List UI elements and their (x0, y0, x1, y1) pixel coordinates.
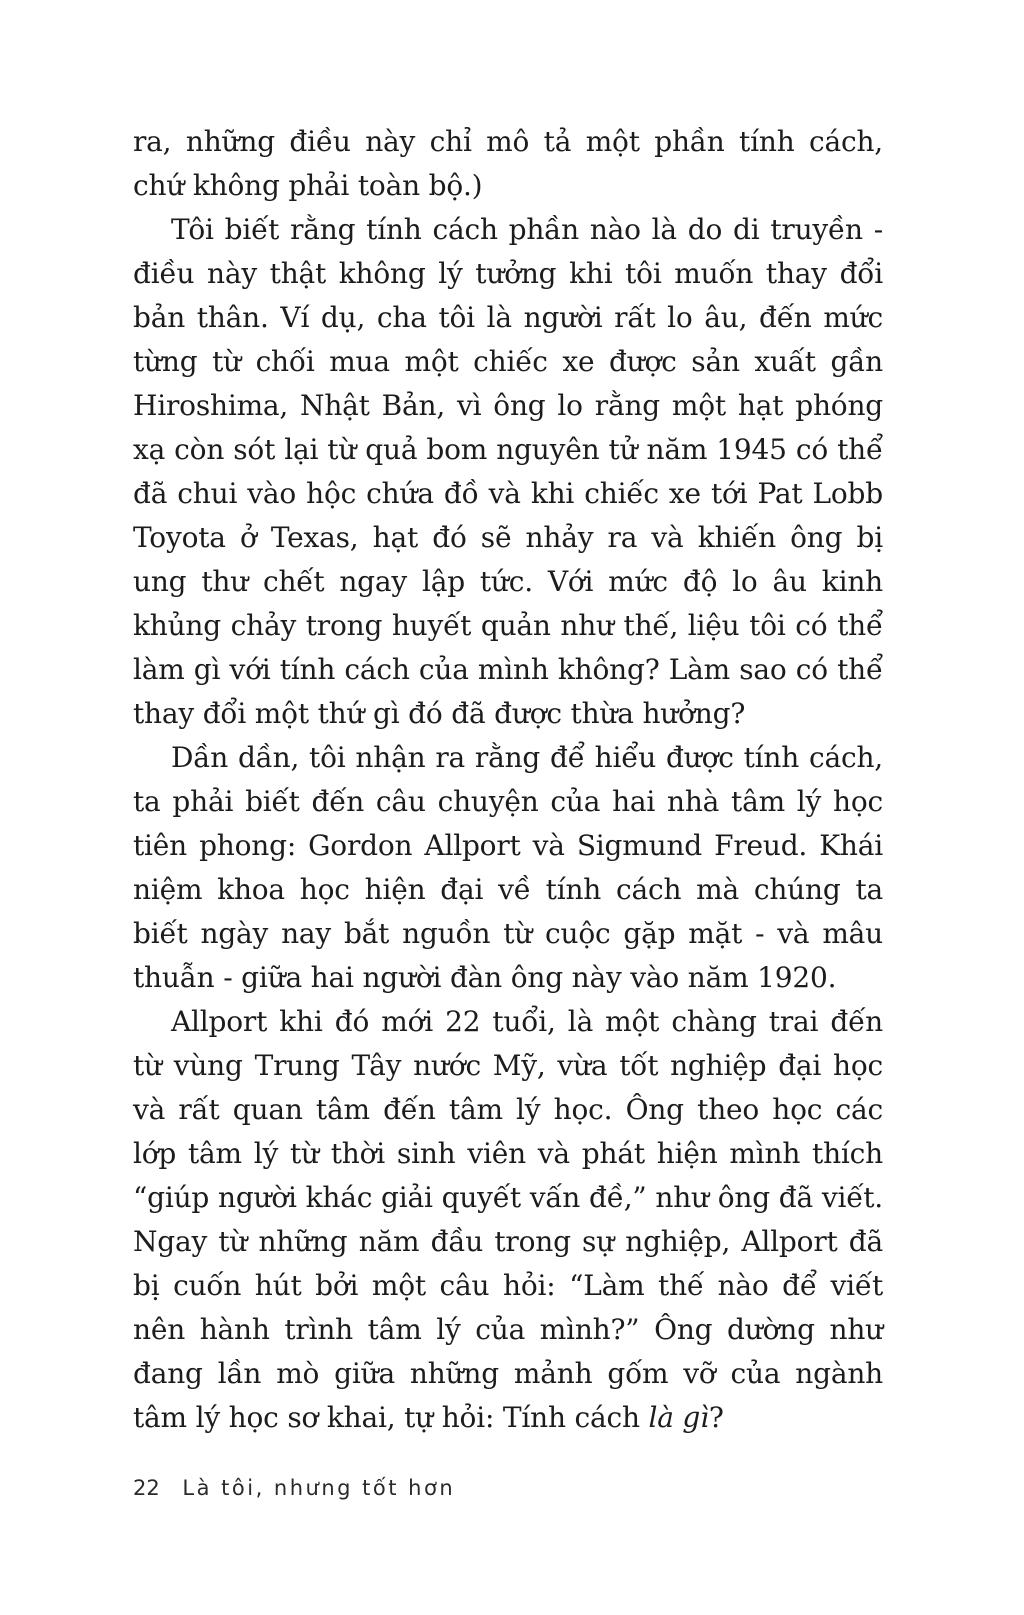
paragraph-allport-emphasis: là gì (648, 1401, 709, 1434)
page-footer (133, 1476, 455, 1500)
running-title: Là tôi, nhưng tốt hơn (182, 1476, 456, 1500)
paragraph-genetics: Tôi biết rằng tính cách phần nào là do di truyền - điều này thật không lý tưởng khi tôi muốn thay đổi bản thân. Ví dụ, cha tôi là người rất lo âu, đến mức từng từ chối mua một chiếc xe được sản xuất gần Hiroshima, Nhật Bản, vì ông lo rằng một hạt phóng xạ còn sót lại từ quả bom nguyên tử năm 1945 có thể đã chui vào hộc chứa đồ và khi chiếc xe tới Pat Lobb Toyota ở Texas, hạt đó sẽ nhảy ra và khiến ông bị ung thư chết ngay lập tức. Với mức độ lo âu kinh khủng chảy trong huyết quản như thế, liệu tôi có thể làm gì với tính cách của mình không? Làm sao có thể thay đổi một thứ gì đó đã được thừa hưởng? (133, 213, 883, 730)
paragraph-allport (133, 1000, 883, 1440)
page-body (133, 120, 883, 1440)
paragraph-allport-text: Allport khi đó mới 22 tuổi, là một chàng trai đến từ vùng Trung Tây nước Mỹ, vừa tốt nghiệp đại học và rất quan tâm đến tâm lý học. Ông theo học các lớp tâm lý từ thời sinh viên và phát hiện mình thích “giúp người khác giải quyết vấn đề,” như ông đã viết. Ngay từ những năm đầu trong sự nghiệp, Allport đã bị cuốn hút bởi một câu hỏi: “Làm thế nào để viết nên hành trình tâm lý của mình?” Ông dường như đang lần mò giữa những mảnh gốm vỡ của ngành tâm lý học sơ khai, tự hỏi: Tính cách (133, 1005, 883, 1434)
paragraph-continuation: ra, những điều này chỉ mô tả một phần tính cách, chứ không phải toàn bộ.) (133, 125, 883, 202)
paragraph-allport-end: ? (708, 1401, 724, 1434)
page-number: 22 (133, 1476, 160, 1500)
paragraph-pioneers: Dần dần, tôi nhận ra rằng để hiểu được tính cách, ta phải biết đến câu chuyện của hai nhà tâm lý học tiên phong: Gordon Allport và Sigmund Freud. Khái niệm khoa học hiện đại về tính cách mà chúng ta biết ngày nay bắt nguồn từ cuộc gặp mặt - và mâu thuẫn - giữa hai người đàn ông này vào năm 1920. (133, 741, 883, 994)
